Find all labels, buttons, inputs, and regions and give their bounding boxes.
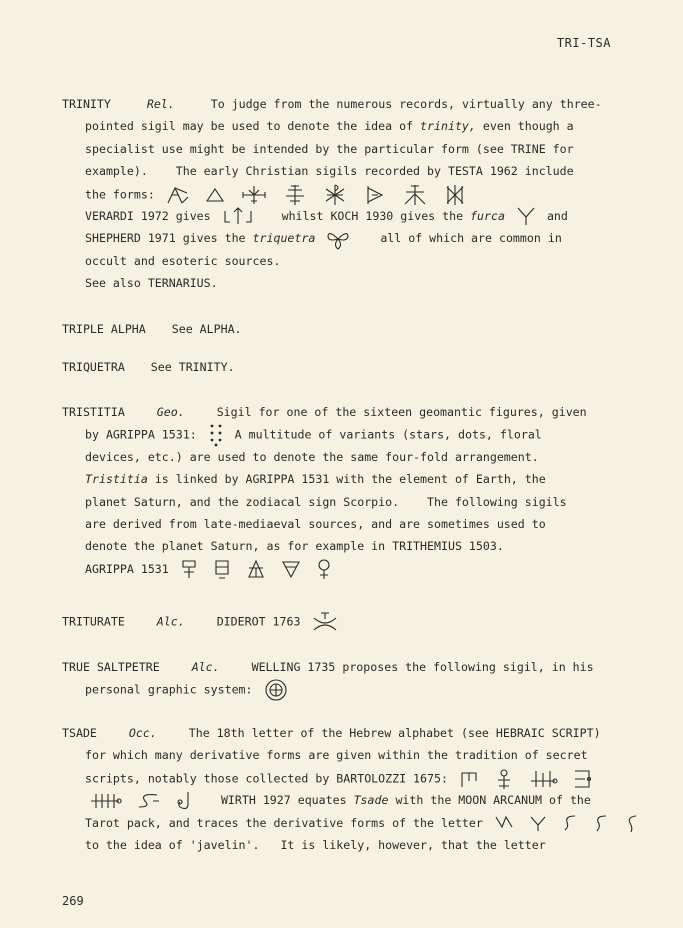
entry-text: See also TERNARIUS. bbox=[85, 276, 218, 291]
entry-category: Alc. bbox=[191, 660, 220, 674]
tsade-form-5-icon bbox=[88, 790, 122, 812]
entry-text: personal graphic system: bbox=[85, 682, 253, 697]
entry-text: To judge from the numerous records, virtually any three- bbox=[210, 97, 602, 111]
entry-term: TSADE bbox=[62, 726, 97, 740]
entry-text: See ALPHA. bbox=[171, 322, 242, 336]
tsade-form-2-icon bbox=[493, 767, 515, 791]
entry-text: See TRINITY. bbox=[150, 360, 235, 374]
running-head: TRI-TSA bbox=[556, 36, 611, 50]
javelin-form-4-icon bbox=[592, 813, 610, 833]
entry-text: AGRIPPA 1531 bbox=[85, 561, 169, 576]
entry-term: TRUE SALTPETRE bbox=[62, 660, 160, 674]
entry-term: TRISTITIA bbox=[62, 405, 125, 419]
tsade-form-3-icon bbox=[528, 767, 558, 791]
entry-triturate bbox=[62, 610, 627, 632]
entry-term: TRIQUETRA bbox=[62, 360, 125, 374]
chi-rho-monogram-icon bbox=[442, 183, 468, 207]
entry-category: Occ. bbox=[128, 726, 157, 740]
entry-triquetra bbox=[62, 356, 627, 378]
entry-text: DIDEROT 1763 bbox=[216, 614, 301, 629]
entry-text: even though a bbox=[482, 119, 574, 134]
entry-text: is linked by AGRIPPA 1531 with the element of Earth, the bbox=[154, 472, 546, 487]
tsade-form-7-icon bbox=[174, 790, 194, 812]
entry-text-italic: Tsade bbox=[353, 793, 389, 808]
entry-text: pointed sigil may be used to denote the idea of bbox=[85, 119, 414, 134]
entry-text-italic: triquetra bbox=[252, 231, 316, 246]
entry-category: Rel. bbox=[146, 97, 175, 111]
entry-tsade bbox=[62, 722, 637, 856]
entry-term: TRITURATE bbox=[62, 614, 125, 629]
entry-text: all of which are common in bbox=[380, 231, 562, 246]
entry-text: scripts, notably those collected by BARTOLOZZI 1675: bbox=[85, 771, 448, 786]
page-number: 269 bbox=[62, 894, 84, 908]
tsade-form-4-icon bbox=[571, 767, 593, 791]
trident-cross-icon bbox=[239, 184, 269, 206]
flag-triangle-icon bbox=[362, 184, 388, 206]
entry-text: devices, etc.) are used to denote the same four-fold arrangement. bbox=[85, 449, 539, 464]
javelin-form-1-icon bbox=[493, 813, 515, 833]
entry-text: Sigil for one of the sixteen geomantic figures, given bbox=[216, 405, 587, 419]
entry-text: for which many derivative forms are given within the tradition of secret bbox=[85, 748, 588, 763]
tsade-form-6-icon bbox=[135, 791, 161, 811]
entry-text: example). The early Christian sigils recorded by TESTA 1962 include bbox=[85, 164, 574, 179]
entry-text: with the MOON ARCANUM of the bbox=[395, 793, 591, 808]
entry-triple-alpha bbox=[62, 318, 627, 340]
entry-text: denote the planet Saturn, as for example in TRITHEMIUS 1503. bbox=[85, 539, 504, 554]
saturn-sigil-4-icon bbox=[280, 558, 302, 580]
entry-term: TRIPLE ALPHA bbox=[62, 322, 146, 336]
triquetra-icon bbox=[325, 228, 351, 250]
entry-text: VERARDI 1972 gives bbox=[85, 208, 211, 223]
entry-text: Tarot pack, and traces the derivative forms of the letter bbox=[85, 815, 483, 830]
verardi-sigil-icon bbox=[221, 205, 255, 227]
entry-text: whilst KOCH 1930 gives the bbox=[281, 208, 464, 223]
furca-icon bbox=[515, 205, 537, 227]
saturn-sigil-2-icon bbox=[212, 558, 232, 580]
entry-text: planet Saturn, and the zodiacal sign Scorpio. The following sigils bbox=[85, 494, 567, 509]
entry-true-saltpetre bbox=[62, 656, 627, 701]
triturate-sigil-icon bbox=[310, 610, 340, 634]
entry-text: specialist use might be intended by the particular form (see TRINE for bbox=[85, 141, 574, 156]
entry-text-italic: Tristitia bbox=[85, 472, 148, 487]
entry-category: Geo. bbox=[156, 405, 185, 419]
patriarchal-cross-icon bbox=[282, 183, 308, 207]
entry-text-italic: trinity, bbox=[420, 119, 476, 134]
entry-text: A multitude of variants (stars, dots, floral bbox=[234, 427, 542, 442]
entry-text: to the idea of 'javelin'. It is likely, however, that the letter bbox=[85, 837, 546, 852]
entry-text: The 18th letter of the Hebrew alphabet (see HEBRAIC SCRIPT) bbox=[188, 726, 601, 740]
entry-text: WELLING 1735 proposes the following sigil, in his bbox=[251, 660, 594, 674]
entry-text: occult and esoteric sources. bbox=[85, 253, 281, 268]
saturn-sigil-5-icon bbox=[315, 558, 333, 580]
saltpetre-circle-icon bbox=[263, 678, 289, 702]
entry-tristitia bbox=[62, 401, 627, 580]
entry-text: the forms: bbox=[85, 187, 155, 202]
entry-term: TRINITY bbox=[62, 97, 111, 111]
saturn-sigil-1-icon bbox=[179, 558, 199, 580]
anchor-cross-icon bbox=[401, 183, 429, 207]
entry-text: SHEPHERD 1971 gives the bbox=[85, 231, 246, 246]
geomantic-dots-icon bbox=[207, 423, 225, 447]
entry-text: WIRTH 1927 equates bbox=[220, 793, 347, 808]
entry-text: and bbox=[546, 208, 568, 223]
javelin-form-2-icon bbox=[528, 813, 548, 833]
javelin-form-5-icon bbox=[623, 813, 641, 833]
entry-category: Alc. bbox=[156, 614, 185, 629]
entry-text: are derived from late-mediaeval sources, and are sometimes used to bbox=[85, 516, 546, 531]
entry-text: by AGRIPPA 1531: bbox=[85, 427, 197, 442]
javelin-form-3-icon bbox=[561, 813, 579, 833]
triangle-icon bbox=[204, 186, 226, 204]
trinity-sigil-icon bbox=[165, 185, 191, 205]
entry-text-italic: furca bbox=[470, 208, 505, 223]
chi-rho-icon bbox=[321, 183, 349, 207]
tsade-form-1-icon bbox=[458, 769, 480, 789]
saturn-sigil-3-icon bbox=[245, 558, 267, 580]
entry-trinity bbox=[62, 93, 627, 295]
